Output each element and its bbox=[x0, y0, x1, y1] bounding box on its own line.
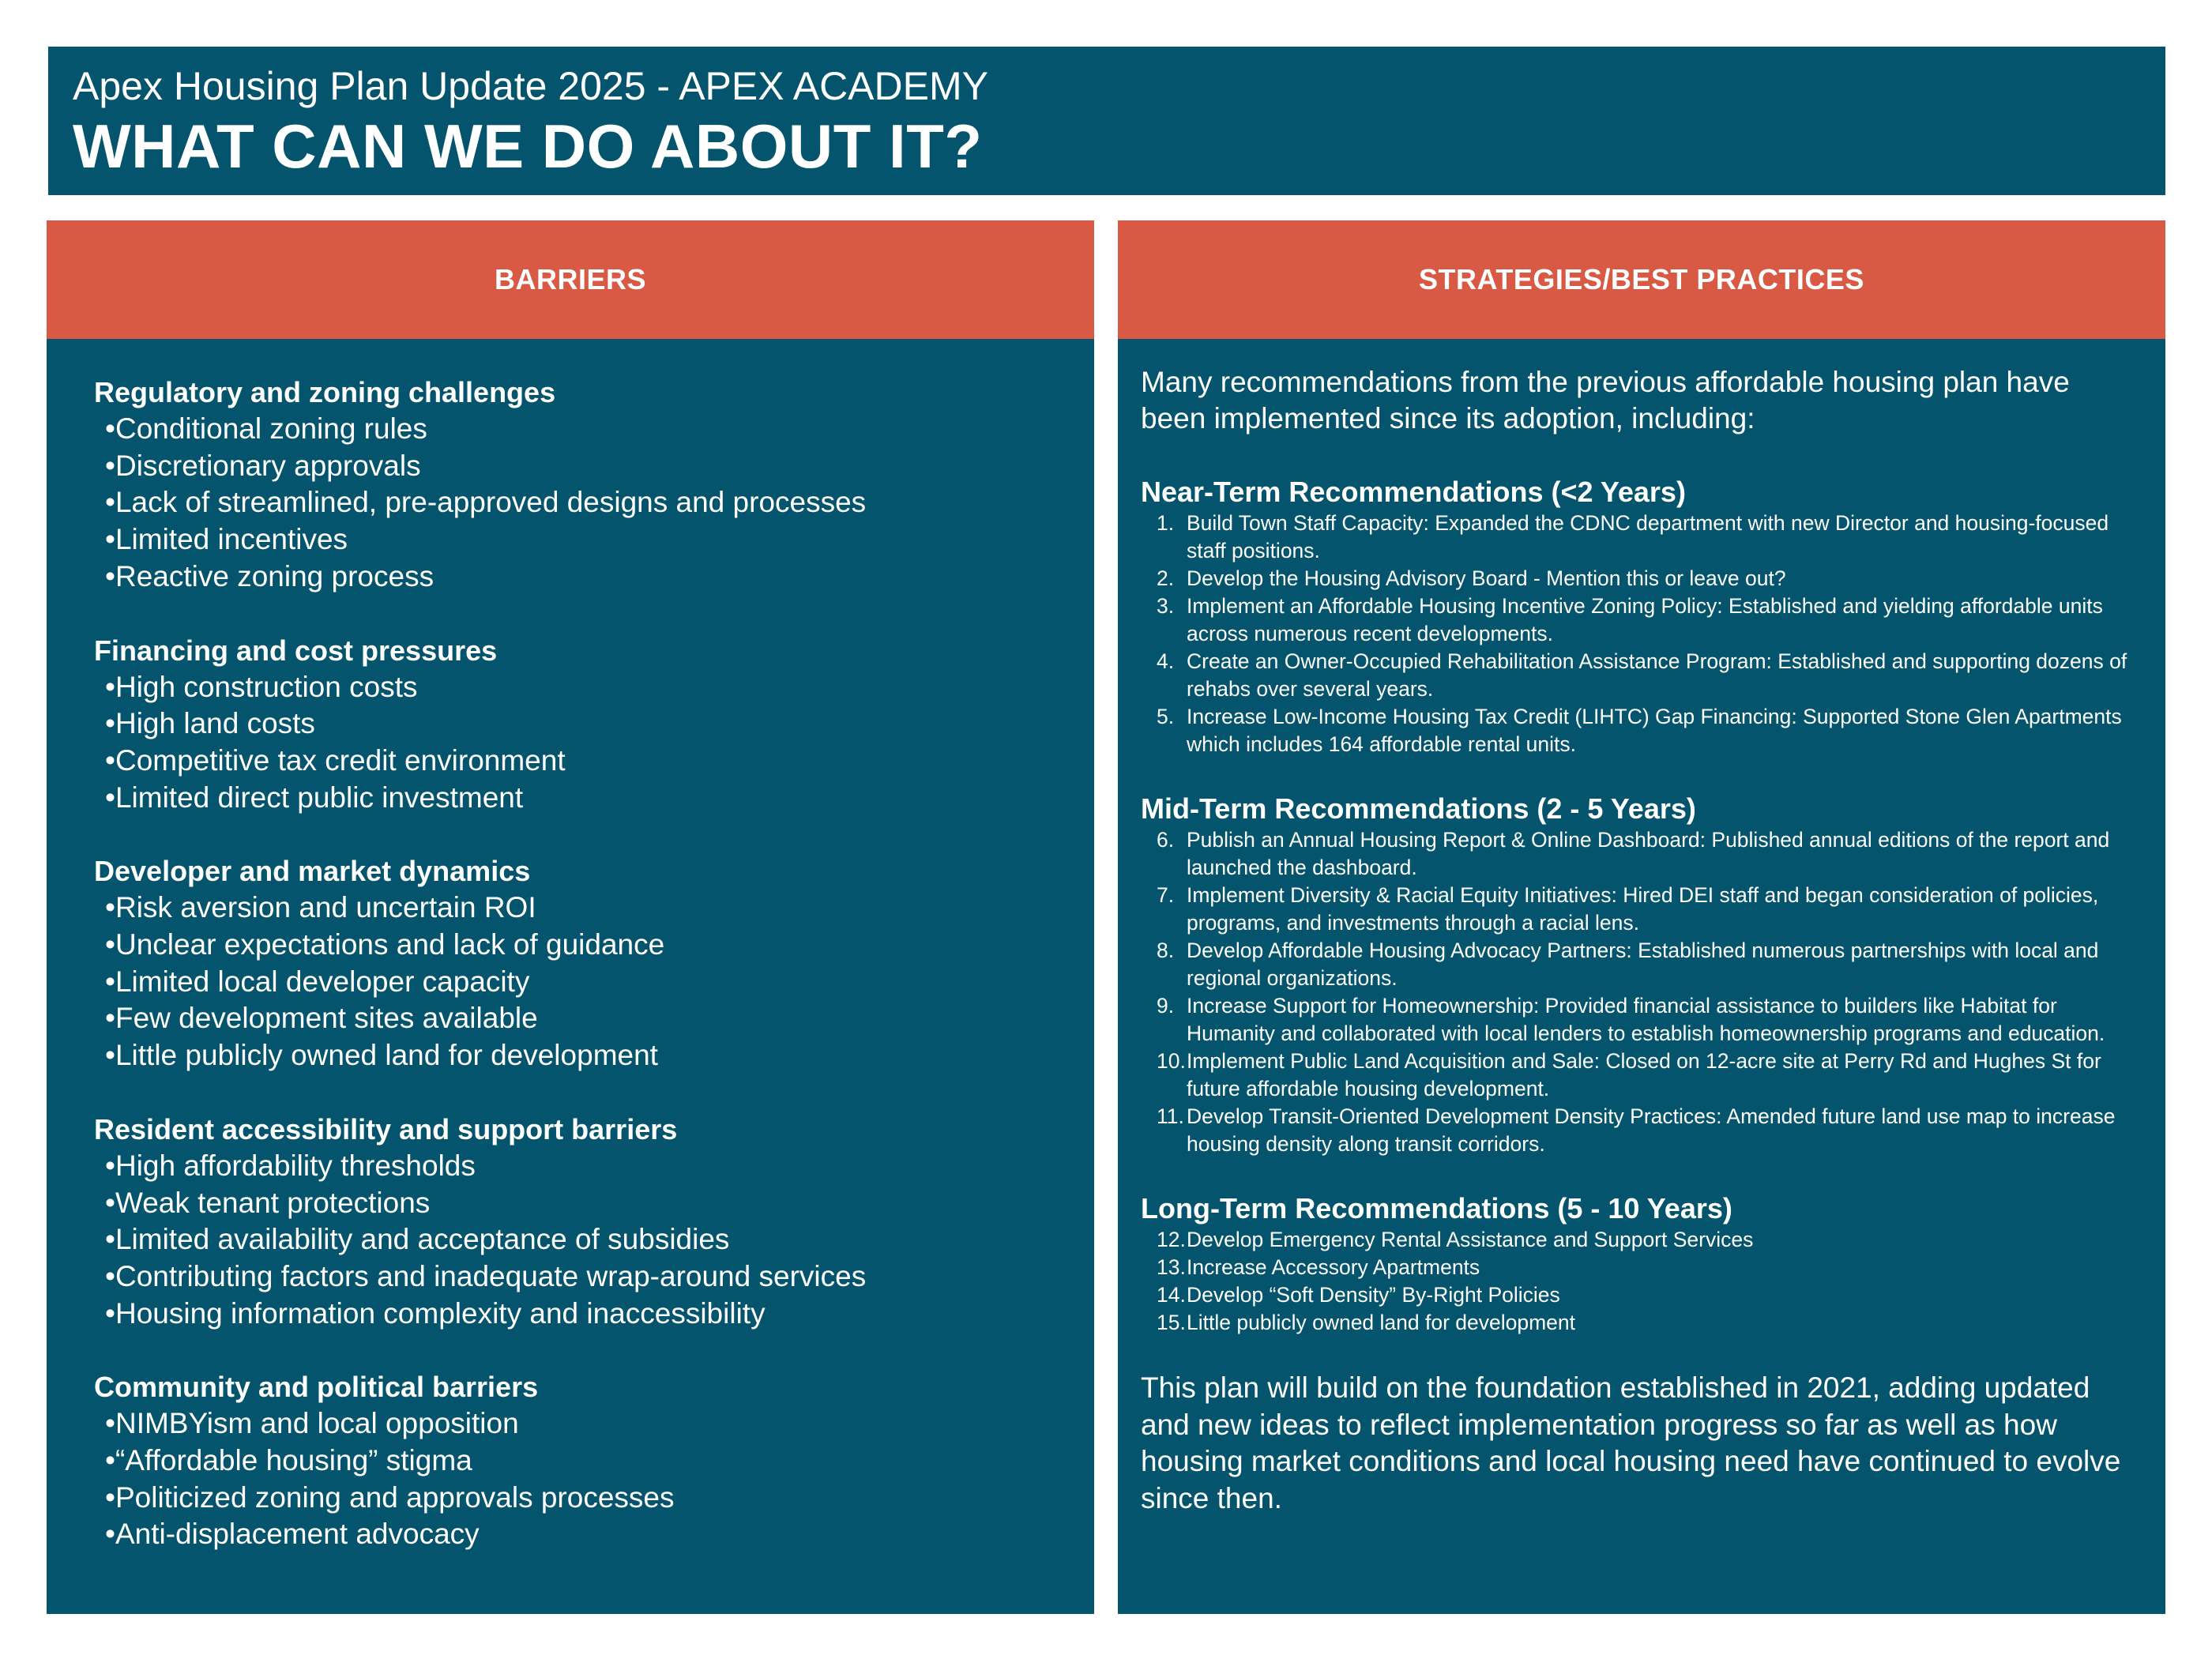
recommendation-item bbox=[1141, 937, 2142, 992]
recommendation-number: 6. bbox=[1157, 828, 1175, 852]
recommendation-group bbox=[1141, 475, 2142, 758]
barrier-group-title: Developer and market dynamics bbox=[94, 855, 531, 888]
recommendation-group bbox=[1141, 792, 2142, 1158]
recommendation-groups bbox=[1141, 475, 2142, 1337]
strategies-heading: STRATEGIES/BEST PRACTICES bbox=[1118, 220, 2165, 339]
recommendation-number: 13. bbox=[1157, 1255, 1186, 1279]
barrier-item-text: Lack of streamlined, pre-approved designs and processes bbox=[115, 486, 867, 519]
recommendation-number: 5. bbox=[1157, 705, 1175, 728]
barrier-item bbox=[94, 1185, 1070, 1222]
recommendation-item bbox=[1141, 1103, 2142, 1158]
barriers-list bbox=[47, 339, 1094, 1553]
strategies-outro: This plan will build on the foundation established in 2021, adding updated and new ideas to reflect implementation progress so far as well as how housing market conditions and local housing need have continued to evolve since then. bbox=[1141, 1371, 2121, 1514]
recommendation-item bbox=[1141, 565, 2142, 592]
barrier-item bbox=[94, 927, 1070, 964]
recommendation-text: Increase Support for Homeownership: Provided financial assistance to builders like Habitat for Humanity and collaborated with local lenders to establish homeownership programs and education. bbox=[1187, 994, 2105, 1045]
barrier-group bbox=[94, 852, 1070, 1074]
barrier-group bbox=[94, 1111, 1070, 1333]
page-subtitle: Apex Housing Plan Update 2025 - APEX ACADEMY bbox=[73, 64, 988, 108]
barrier-item-text: Conditional zoning rules bbox=[115, 412, 427, 445]
barrier-item-text: NIMBYism and local opposition bbox=[115, 1407, 519, 1440]
recommendation-text: Implement an Affordable Housing Incentive Zoning Policy: Established and yielding affordable units across numerous recent developments. bbox=[1187, 594, 2103, 645]
recommendation-text: Develop Affordable Housing Advocacy Partners: Established numerous partnerships with local and regional organizations. bbox=[1187, 939, 2099, 990]
barrier-item-text: Reactive zoning process bbox=[115, 559, 434, 592]
recommendation-list bbox=[1141, 826, 2142, 1158]
recommendation-number: 11. bbox=[1157, 1104, 1184, 1128]
barrier-item bbox=[94, 1405, 1070, 1443]
strategies-intro: Many recommendations from the previous affordable housing plan have been implemented since its adoption, including: bbox=[1141, 366, 2070, 434]
recommendation-item bbox=[1141, 826, 2142, 882]
barrier-item-text: Discretionary approvals bbox=[115, 449, 421, 482]
recommendation-group-title: Long-Term Recommendations (5 - 10 Years) bbox=[1141, 1192, 1732, 1224]
page-title: WHAT CAN WE DO ABOUT IT? bbox=[73, 111, 983, 181]
barrier-item-text: Politicized zoning and approvals processes bbox=[115, 1480, 675, 1514]
recommendation-item bbox=[1141, 510, 2142, 565]
barrier-group bbox=[94, 374, 1070, 596]
barrier-item-text: High affordability thresholds bbox=[115, 1149, 476, 1182]
barrier-item-text: High land costs bbox=[115, 707, 315, 740]
barrier-item bbox=[94, 743, 1070, 780]
recommendation-text: Implement Public Land Acquisition and Sale: Closed on 12-acre site at Perry Rd and Hughes St for future affordable housing development. bbox=[1187, 1049, 2101, 1100]
recommendation-number: 3. bbox=[1157, 594, 1175, 618]
barrier-item bbox=[94, 1148, 1070, 1185]
barrier-item-text: Unclear expectations and lack of guidance bbox=[115, 928, 665, 961]
recommendation-text: Implement Diversity & Racial Equity Initiatives: Hired DEI staff and began consideration of policies, programs, and investments through a racial lens. bbox=[1187, 883, 2099, 935]
recommendation-text: Publish an Annual Housing Report & Online Dashboard: Published annual editions of the report and launched the dashboard. bbox=[1187, 828, 2110, 879]
barrier-item-text: Limited local developer capacity bbox=[115, 965, 530, 998]
barrier-group-title: Financing and cost pressures bbox=[94, 634, 498, 667]
recommendation-text: Develop the Housing Advisory Board - Mention this or leave out? bbox=[1187, 566, 1786, 590]
recommendation-item bbox=[1141, 703, 2142, 758]
recommendation-number: 4. bbox=[1157, 649, 1175, 673]
barrier-item bbox=[94, 1221, 1070, 1258]
barrier-item bbox=[94, 780, 1070, 817]
recommendation-list bbox=[1141, 1226, 2142, 1337]
recommendation-number: 8. bbox=[1157, 939, 1175, 962]
barrier-group bbox=[94, 1368, 1070, 1553]
barrier-item-text: Contributing factors and inadequate wrap-around services bbox=[115, 1259, 867, 1292]
recommendation-number: 9. bbox=[1157, 994, 1175, 1018]
recommendation-text: Create an Owner-Occupied Rehabilitation Assistance Program: Established and supporting dozens of rehabs over several years. bbox=[1187, 649, 2127, 701]
barrier-item bbox=[94, 448, 1070, 485]
barrier-item bbox=[94, 1000, 1070, 1037]
recommendation-item bbox=[1141, 1281, 2142, 1309]
recommendation-group bbox=[1141, 1191, 2142, 1337]
recommendation-item bbox=[1141, 992, 2142, 1048]
barrier-item bbox=[94, 1480, 1070, 1517]
barrier-item-text: Housing information complexity and inaccessibility bbox=[115, 1296, 766, 1330]
barrier-item bbox=[94, 890, 1070, 927]
recommendation-item bbox=[1141, 1309, 2142, 1337]
recommendation-text: Develop Emergency Rental Assistance and Support Services bbox=[1187, 1228, 1754, 1251]
barrier-item bbox=[94, 964, 1070, 1001]
recommendation-number: 10. bbox=[1157, 1049, 1186, 1073]
recommendation-item bbox=[1141, 1048, 2142, 1103]
barrier-item bbox=[94, 1037, 1070, 1074]
strategies-body bbox=[1118, 339, 2165, 1517]
recommendation-number: 1. bbox=[1157, 511, 1175, 535]
recommendation-text: Develop “Soft Density” By-Right Policies bbox=[1187, 1283, 1560, 1307]
barrier-item-text: Limited availability and acceptance of subsidies bbox=[115, 1223, 730, 1256]
recommendation-item bbox=[1141, 1254, 2142, 1281]
barrier-item bbox=[94, 1516, 1070, 1553]
barrier-item bbox=[94, 669, 1070, 706]
barrier-item bbox=[94, 484, 1070, 521]
barrier-item-text: High construction costs bbox=[115, 670, 418, 703]
barrier-group-title: Resident accessibility and support barriers bbox=[94, 1112, 678, 1146]
recommendation-group-title: Mid-Term Recommendations (2 - 5 Years) bbox=[1141, 792, 1696, 825]
barrier-item-text: Limited incentives bbox=[115, 523, 348, 556]
barrier-item bbox=[94, 705, 1070, 743]
barrier-item bbox=[94, 521, 1070, 559]
recommendation-item bbox=[1141, 882, 2142, 937]
recommendation-number: 12. bbox=[1157, 1228, 1186, 1251]
recommendation-text: Develop Transit-Oriented Development Density Practices: Amended future land use map to increase housing density along transit corridors. bbox=[1187, 1104, 2116, 1156]
barrier-item-text: “Affordable housing” stigma bbox=[115, 1444, 472, 1477]
recommendation-item bbox=[1141, 648, 2142, 703]
recommendation-number: 14. bbox=[1157, 1283, 1186, 1307]
barrier-item bbox=[94, 1443, 1070, 1480]
barrier-group-title: Community and political barriers bbox=[94, 1371, 539, 1404]
barrier-item-text: Anti-displacement advocacy bbox=[115, 1518, 480, 1551]
recommendation-text: Little publicly owned land for development bbox=[1187, 1311, 1576, 1334]
page-header bbox=[48, 47, 2165, 195]
barrier-item-text: Little publicly owned land for development bbox=[115, 1039, 658, 1072]
recommendation-text: Build Town Staff Capacity: Expanded the CDNC department with new Director and housing-focused staff positions. bbox=[1187, 511, 2109, 562]
recommendation-text: Increase Low-Income Housing Tax Credit (LIHTC) Gap Financing: Supported Stone Glen Apartments which includes 164 affordable rental units. bbox=[1187, 705, 2122, 756]
recommendation-list bbox=[1141, 510, 2142, 758]
recommendation-group-title: Near-Term Recommendations (<2 Years) bbox=[1141, 476, 1686, 508]
barriers-panel bbox=[47, 220, 1094, 1614]
barrier-group-title: Regulatory and zoning challenges bbox=[94, 376, 556, 408]
barrier-group bbox=[94, 632, 1070, 817]
barrier-item bbox=[94, 559, 1070, 596]
recommendation-number: 15. bbox=[1157, 1311, 1186, 1334]
recommendation-item bbox=[1141, 1226, 2142, 1254]
recommendation-text: Increase Accessory Apartments bbox=[1187, 1255, 1480, 1279]
barrier-item bbox=[94, 1296, 1070, 1333]
barriers-heading: BARRIERS bbox=[47, 220, 1094, 339]
barrier-item-text: Few development sites available bbox=[115, 1002, 538, 1035]
recommendation-number: 2. bbox=[1157, 566, 1175, 590]
barrier-item bbox=[94, 1258, 1070, 1296]
barrier-item-text: Risk aversion and uncertain ROI bbox=[115, 891, 536, 924]
strategies-panel bbox=[1118, 220, 2165, 1614]
barrier-item-text: Competitive tax credit environment bbox=[115, 743, 566, 777]
barrier-item-text: Limited direct public investment bbox=[115, 781, 524, 814]
barrier-item-text: Weak tenant protections bbox=[115, 1186, 431, 1219]
recommendation-number: 7. bbox=[1157, 883, 1175, 907]
barrier-item bbox=[94, 411, 1070, 448]
recommendation-item bbox=[1141, 592, 2142, 648]
